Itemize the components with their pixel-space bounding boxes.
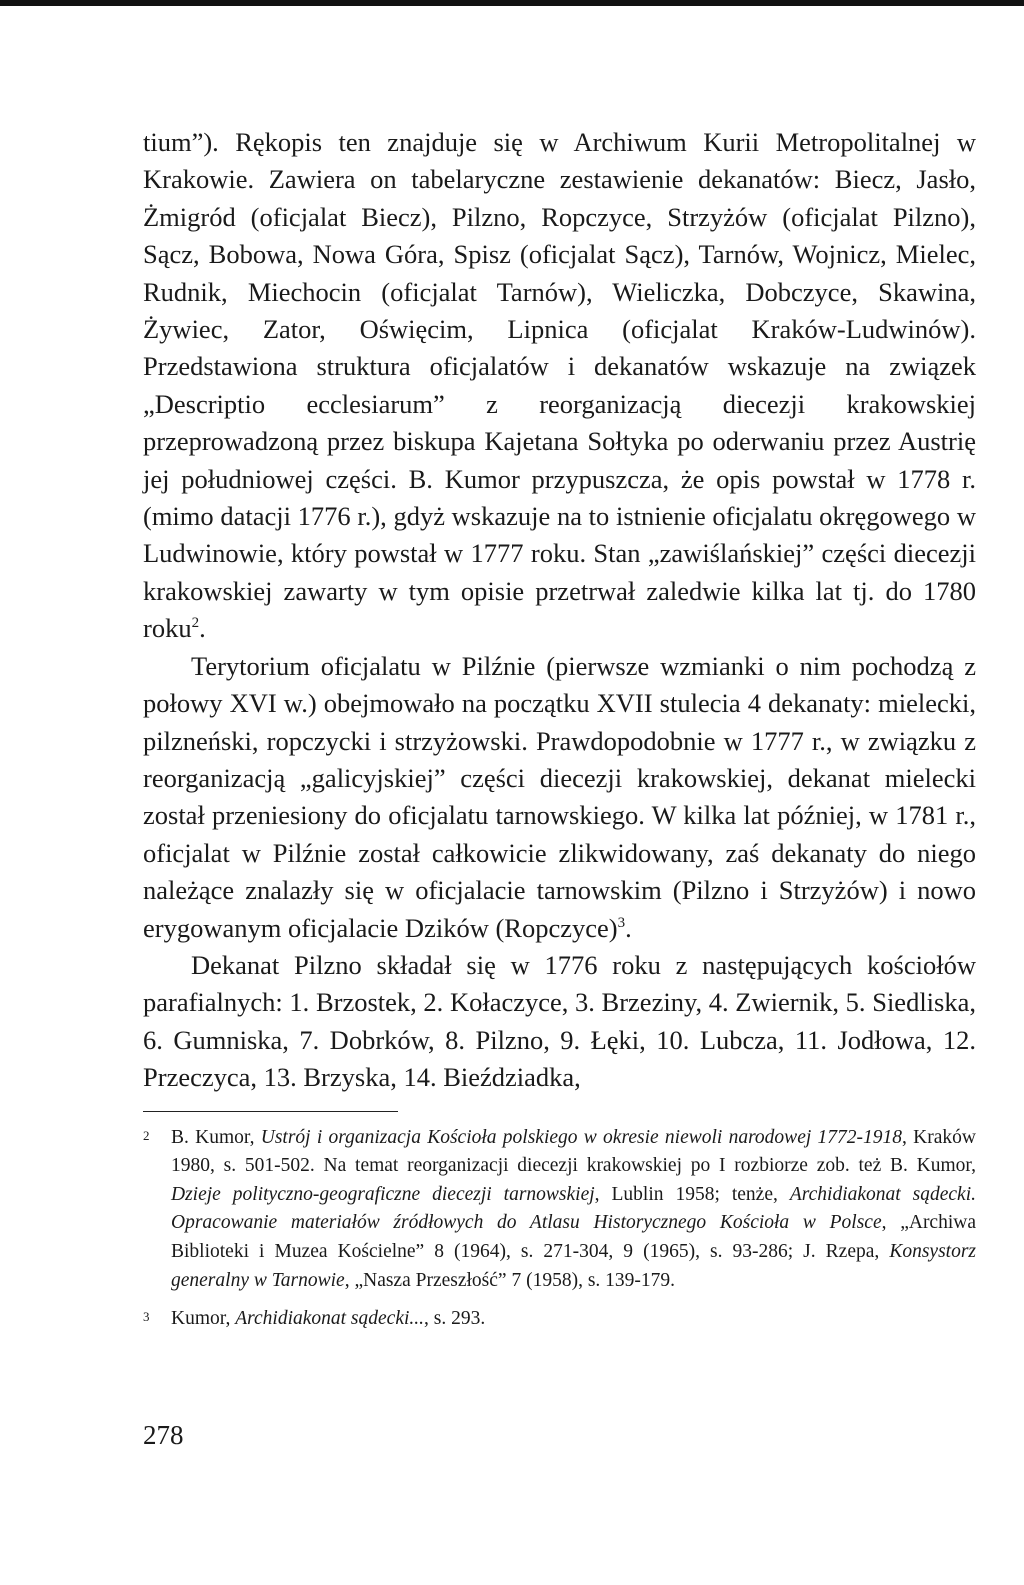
footnote-2 <box>143 1124 976 1296</box>
page-content <box>143 124 976 1334</box>
footnote-3-seg: Kumor, <box>171 1308 236 1330</box>
footnotes <box>143 1124 976 1334</box>
footnote-2-number: 2 <box>143 1127 150 1143</box>
paragraph-1-text: tium”). Rękopis ten znajduje się w Archiwum Kurii Metropolitalnej w Krakowie. Zawiera on tabelaryczne zestawienie dekanatów: Biecz, Jasło, Żmigród (oficjalat Biecz), Pilzno, Ropczyce, Strzyżów (oficjalat Pilzno), Sącz, Bobowa, Nowa Góra, Spisz (oficjalat Sącz), Tarnów, Wojnicz, Mielec, Rudnik, Miechocin (oficjalat Tarnów), Wieliczka, Dobczyce, Skawina, Żywiec, Zator, Oświęcim, Lipnica (oficjalat Kraków-Ludwinów). Przedstawiona struktura oficjalatów i dekanatów wskazuje na związek „Descriptio ecclesiarum” z reorganizacją diecezji krakowskiej przeprowadzoną przez biskupa Kajetana Sołtyka po oderwaniu przez Austrię jej południowej części. B. Kumor przypuszcza, że opis powstał w 1778 r. (mimo datacji 1776 r.), gdyż wskazuje na to istnienie oficjalatu okręgowego w Ludwinowie, który powstał w 1777 roku. Stan „zawiślańskiej” części diecezji krakowskiej zawarty w tym opisie przetrwał zaledwie kilka lat tj. do 1780 roku <box>143 127 976 644</box>
paragraph-1: tium”). Rękopis ten znajduje się w Archiwum Kurii Metropolitalnej w Krakowie. Zawiera on tabelaryczne zestawienie dekanatów: Biecz, Jasło, Żmigród (oficjalat Biecz), Pilzno, Ropczyce, Strzyżów (oficjalat Pilzno), Sącz, Bobowa, Nowa Góra, Spisz (oficjalat Sącz), Tarnów, Wojnicz, Mielec, Rudnik, Miechocin (oficjalat Tarnów), Wieliczka, Dobczyce, Skawina, Żywiec, Zator, Oświęcim, Lipnica (oficjalat Kraków-Ludwinów). Przedstawiona struktura oficjalatów i dekanatów wskazuje na związek „Descriptio ecclesiarum” z reorganizacją diecezji krakowskiej przeprowadzoną przez biskupa Kajetana Sołtyka po oderwaniu przez Austrię jej południowej części. B. Kumor przypuszcza, że opis powstał w 1778 r. (mimo datacji 1776 r.), gdyż wskazuje na to istnienie oficjalatu okręgowego w Ludwinowie, który powstał w 1777 roku. Stan „zawiślańskiej” części diecezji krakowskiej zawarty w tym opisie przetrwał zaledwie kilka lat tj. do 1780 roku$^2$. <box>143 127 976 644</box>
footnote-2-seg: , „Nasza Przeszłość” 7 (1958), s. 139-179. <box>344 1269 676 1291</box>
footnote-3-seg: , s. 293. <box>424 1308 486 1330</box>
footnote-ref-2: 2 <box>191 615 200 632</box>
top-edge-rule <box>0 0 1024 6</box>
paragraph-3 <box>143 947 976 1097</box>
paragraph-3-text: Dekanat Pilzno składał się w 1776 roku z następujących kościołów parafialnych: 1. Brzostek, 2. Kołaczyce, 3. Brzeziny, 4. Zwiernik, 5. Siedliska, 6. Gumniska, 7. Dobrków, 8. Pilzno, 9. Łęki, 10. Lubcza, 11. Jodłowa, 12. Przeczyca, 13. Brzyska, 14. Bieździadka, <box>143 949 976 1093</box>
footnote-3-seg-italic: Archidiakonat sądecki... <box>235 1308 425 1330</box>
footnote-2-seg: B. Kumor, <box>171 1126 261 1148</box>
page-number: 278 <box>143 1420 184 1450</box>
footnote-separator <box>143 1111 398 1112</box>
footnote-2-seg-italic: Archidiakonat sądecki. Opracowanie materiałów źródłowych do Atlasu Historycznego Kościoła w Polsce <box>171 1183 976 1234</box>
body-text <box>143 124 976 1097</box>
footnote-3-number: 3 <box>143 1309 150 1325</box>
footnote-2-seg: , Kraków 1980, s. 501-502. Na temat reorganizacji diecezji krakowskiej po I rozbiorze zob. też B. Kumor, <box>171 1126 976 1177</box>
paragraph-2: Terytorium oficjalatu w Pilźnie (pierwsze wzmianki o nim pochodzą z połowy XVI w.) obejmowało na początku XVII stulecia 4 dekanaty: mielecki, pilzneński, ropczycki i strzyżowski. Prawdopodobnie w 1777 r., w związku z reorganizacją „galicyjskiej” części diecezji krakowskiej, dekanat mielecki został przeniesiony do oficjalatu tarnowskiego. W kilka lat później, w 1781 r., oficjalat w Pilźnie został całkowicie zlikwidowany, zaś dekanaty do niego należące znalazły się w oficjalacie tarnowskim (Pilzno i Strzyżów) i nowo erygowanym oficjalacie Dzików (Ropczyce)$^3$. <box>143 650 976 943</box>
footnote-2-seg-italic: Dzieje polityczno-geograficzne diecezji tarnowskiej <box>171 1183 595 1205</box>
footnote-ref-3: 3 <box>617 914 626 931</box>
footnote-3 <box>143 1305 976 1334</box>
footnote-2-seg: , „Archiwa Biblioteki i Muzea Kościelne” 8 (1964), s. 271-304, 9 (1965), s. 93-286; J. Rzepa, <box>171 1212 976 1262</box>
paragraph-2-text: Terytorium oficjalatu w Pilźnie (pierwsze wzmianki o nim pochodzą z połowy XVI w.) obejmowało na początku XVII stulecia 4 dekanaty: mielecki, pilzneński, ropczycki i strzyżowski. Prawdopodobnie w 1777 r., w związku z reorganizacją „galicyjskiej” części diecezji krakowskiej, dekanat mielecki został przeniesiony do oficjalatu tarnowskiego. W kilka lat później, w 1781 r., oficjalat w Pilźnie został całkowicie zlikwidowany, zaś dekanaty do niego należące znalazły się w oficjalacie tarnowskim (Pilzno i Strzyżów) i nowo erygowanym oficjalacie Dzików (Ropczyce) <box>143 650 976 943</box>
footnote-2-seg: , Lublin 1958; tenże, <box>594 1183 790 1205</box>
footnote-2-seg-italic: Ustrój i organizacja Kościoła polskiego w okresie niewoli narodowej 1772-1918 <box>260 1126 903 1148</box>
footnote-2-seg-italic: Konsystorz generalny w Tarnowie <box>171 1240 976 1291</box>
